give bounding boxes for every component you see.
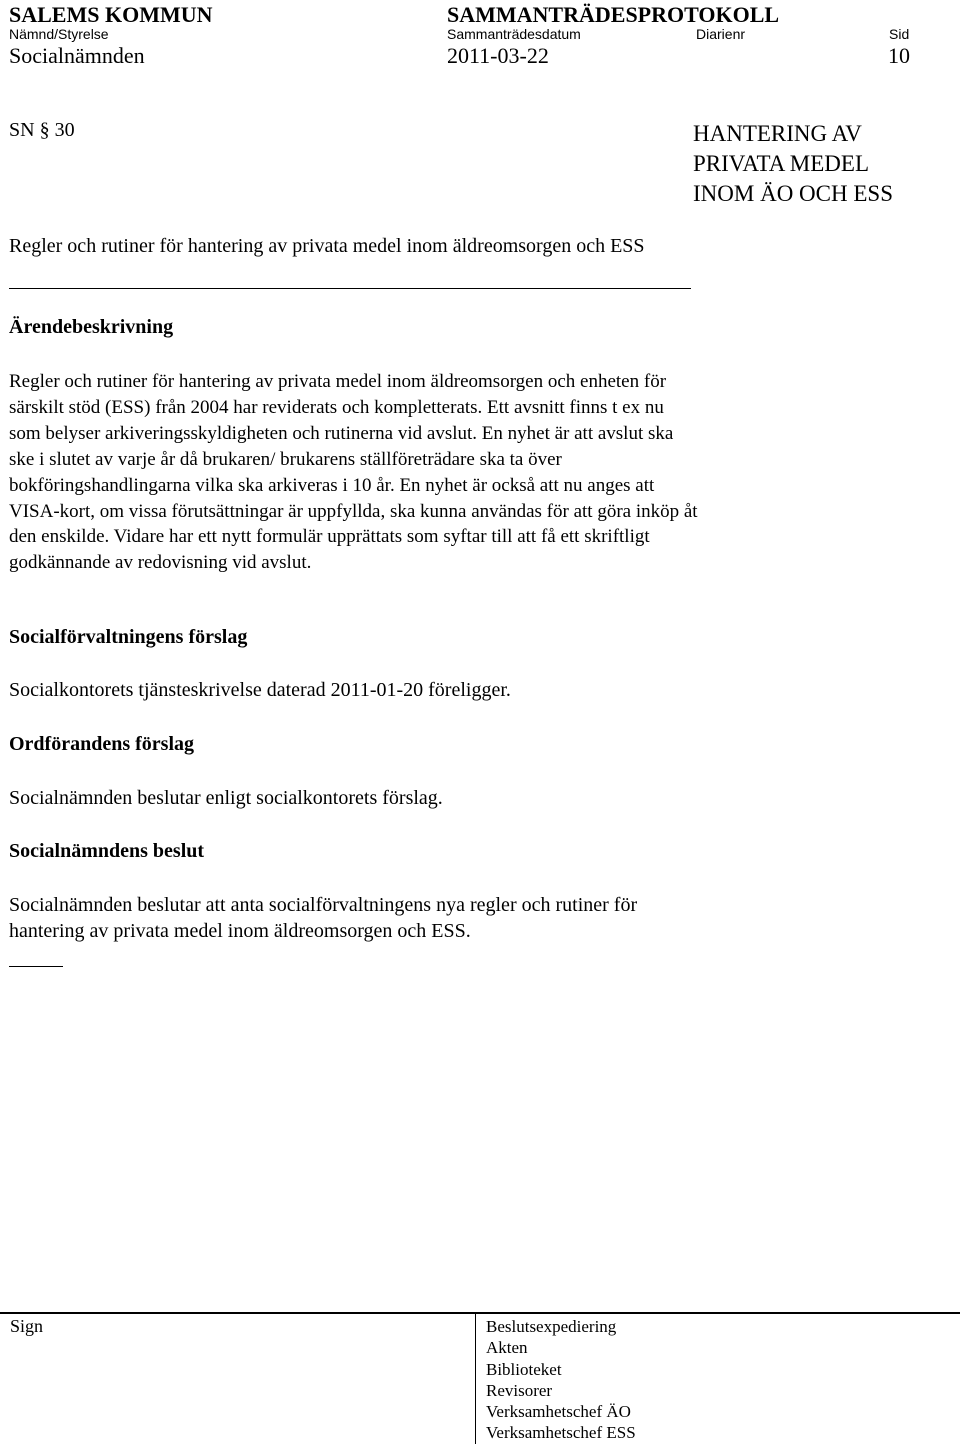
case-description-text: Regler och rutiner för hantering av privata medel inom äldreomsorgen och enheten för särskilt stöd (ESS) från 2004 har reviderats och kompletterats. Ett avsnitt finns t ex nu som belyser arkiveringsskyldigheten och rutinerna vid avslut. En nyhet är att avslut ska ske i slutet av varje år då brukaren/ brukarens ställföreträdare ska ta över bokföringshandlingarna vilka ska arkiveras i 10 år. En nyhet är också att nu anges att VISA-kort, om vissa förutsättningar är uppfyllda, ska kunna användas för att göra inköp åt den enskilde. Vidare har ett nytt formulär upprättats som syftar till att få ett skriftligt godkännande av redovisning vid avslut. <box>9 371 698 574</box>
page-number: 10 <box>888 43 910 68</box>
page-label: Sid <box>889 26 910 42</box>
admin-proposal-heading: Socialförvaltningens förslag <box>9 626 248 648</box>
dispatch-list <box>486 1316 636 1444</box>
footer-divider <box>475 1313 476 1444</box>
section-title-line: INOM ÄO OCH ESS <box>693 181 893 206</box>
municipality-name: SALEMS KOMMUN <box>9 2 213 27</box>
document-type: SAMMANTRÄDESPROTOKOLL <box>447 2 780 27</box>
board-label: Nämnd/Styrelse <box>9 26 109 42</box>
decision-text: Socialnämnden beslutar att anta socialförvaltningens nya regler och rutiner för hantering av privata medel inom äldreomsorgen och ESS. <box>9 894 638 942</box>
footer-rule <box>0 1312 960 1314</box>
sign-label: Sign <box>10 1316 44 1336</box>
chair-proposal-heading: Ordförandens förslag <box>9 733 194 755</box>
section-title <box>693 119 918 209</box>
dispatch-item: Beslutsexpediering <box>486 1317 617 1336</box>
meeting-date: 2011-03-22 <box>447 43 549 68</box>
section-number: SN § 30 <box>9 119 75 141</box>
admin-proposal-text: Socialkontorets tjänsteskrivelse daterad 2011-01-20 föreligger. <box>9 679 511 701</box>
dispatch-item: Verksamhetschef ÄO <box>486 1402 631 1422</box>
dispatch-item: Akten <box>486 1338 528 1358</box>
dispatch-item: Verksamhetschef ESS <box>486 1423 636 1443</box>
dispatch-item: Biblioteket <box>486 1359 562 1379</box>
dispatch-item: Revisorer <box>486 1380 553 1400</box>
section-title-line: HANTERING AV <box>693 121 862 146</box>
decision-heading: Socialnämndens beslut <box>9 840 205 862</box>
case-description-heading: Ärendebeskrivning <box>9 316 174 338</box>
subject-divider <box>9 288 691 289</box>
meeting-date-label: Sammanträdesdatum <box>447 26 581 42</box>
section-title-line: PRIVATA MEDEL <box>693 151 870 176</box>
board-name: Socialnämnden <box>9 43 145 68</box>
chair-proposal-text: Socialnämnden beslutar enligt socialkontorets förslag. <box>9 787 443 809</box>
section-subject: Regler och rutiner för hantering av privata medel inom äldreomsorgen och ESS <box>9 235 645 257</box>
diarienr-label: Diarienr <box>696 26 746 42</box>
end-mark <box>9 966 63 967</box>
